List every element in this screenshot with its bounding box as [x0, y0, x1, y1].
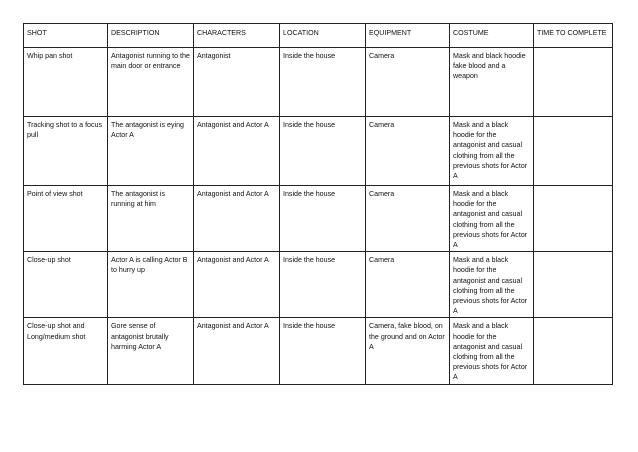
- cell-shot: Close-up shot and Long/medium shot: [24, 318, 108, 384]
- cell-equipment: Camera: [366, 48, 450, 117]
- cell-description: Actor A is calling Actor B to hurry up: [108, 252, 194, 318]
- shot-list-table: [23, 23, 613, 385]
- cell-location: Inside the house: [280, 117, 366, 186]
- header-characters: CHARACTERS: [194, 24, 280, 48]
- cell-equipment: Camera, fake blood, on the ground and on Actor A: [366, 318, 450, 384]
- cell-time-to-complete: [534, 48, 613, 117]
- cell-location: Inside the house: [280, 318, 366, 384]
- table-row: [24, 48, 613, 117]
- header-row: [24, 24, 613, 48]
- cell-location: Inside the house: [280, 252, 366, 318]
- cell-costume: Mask and a black hoodie for the antagonist and casual clothing from all the previous shots for Actor A: [450, 252, 534, 318]
- header-shot: SHOT: [24, 24, 108, 48]
- cell-description: The antagonist is eying Actor A: [108, 117, 194, 186]
- table-row: [24, 117, 613, 186]
- cell-shot: Close-up shot: [24, 252, 108, 318]
- cell-equipment: Camera: [366, 252, 450, 318]
- cell-location: Inside the house: [280, 48, 366, 117]
- cell-equipment: Camera: [366, 117, 450, 186]
- header-location: LOCATION: [280, 24, 366, 48]
- cell-description: Antagonist running to the main door or entrance: [108, 48, 194, 117]
- cell-costume: Mask and a black hoodie for the antagonist and casual clothing from all the previous shots for Actor A: [450, 318, 534, 384]
- cell-characters: Antagonist and Actor A: [194, 318, 280, 384]
- cell-location: Inside the house: [280, 186, 366, 252]
- cell-description: Gore sense of antagonist brutally harming Actor A: [108, 318, 194, 384]
- table-row: [24, 318, 613, 384]
- cell-shot: Tracking shot to a focus pull: [24, 117, 108, 186]
- cell-time-to-complete: [534, 186, 613, 252]
- cell-time-to-complete: [534, 117, 613, 186]
- cell-time-to-complete: [534, 252, 613, 318]
- cell-equipment: Camera: [366, 186, 450, 252]
- header-description: DESCRIPTION: [108, 24, 194, 48]
- cell-shot: Whip pan shot: [24, 48, 108, 117]
- cell-description: The antagonist is running at him: [108, 186, 194, 252]
- table-row: [24, 186, 613, 252]
- cell-shot: Point of view shot: [24, 186, 108, 252]
- cell-characters: Antagonist and Actor A: [194, 117, 280, 186]
- cell-time-to-complete: [534, 318, 613, 384]
- cell-characters: Antagonist and Actor A: [194, 186, 280, 252]
- header-equipment: EQUIPMENT: [366, 24, 450, 48]
- header-costume: COSTUME: [450, 24, 534, 48]
- cell-costume: Mask and black hoodie fake blood and a weapon: [450, 48, 534, 117]
- cell-characters: Antagonist and Actor A: [194, 252, 280, 318]
- header-time-to-complete: TIME TO COMPLETE: [534, 24, 613, 48]
- cell-characters: Antagonist: [194, 48, 280, 117]
- table-row: [24, 252, 613, 318]
- cell-costume: Mask and a black hoodie for the antagonist and casual clothing from all the previous shots for Actor A: [450, 186, 534, 252]
- cell-costume: Mask and a black hoodie for the antagonist and casual clothing from all the previous shots for Actor A: [450, 117, 534, 186]
